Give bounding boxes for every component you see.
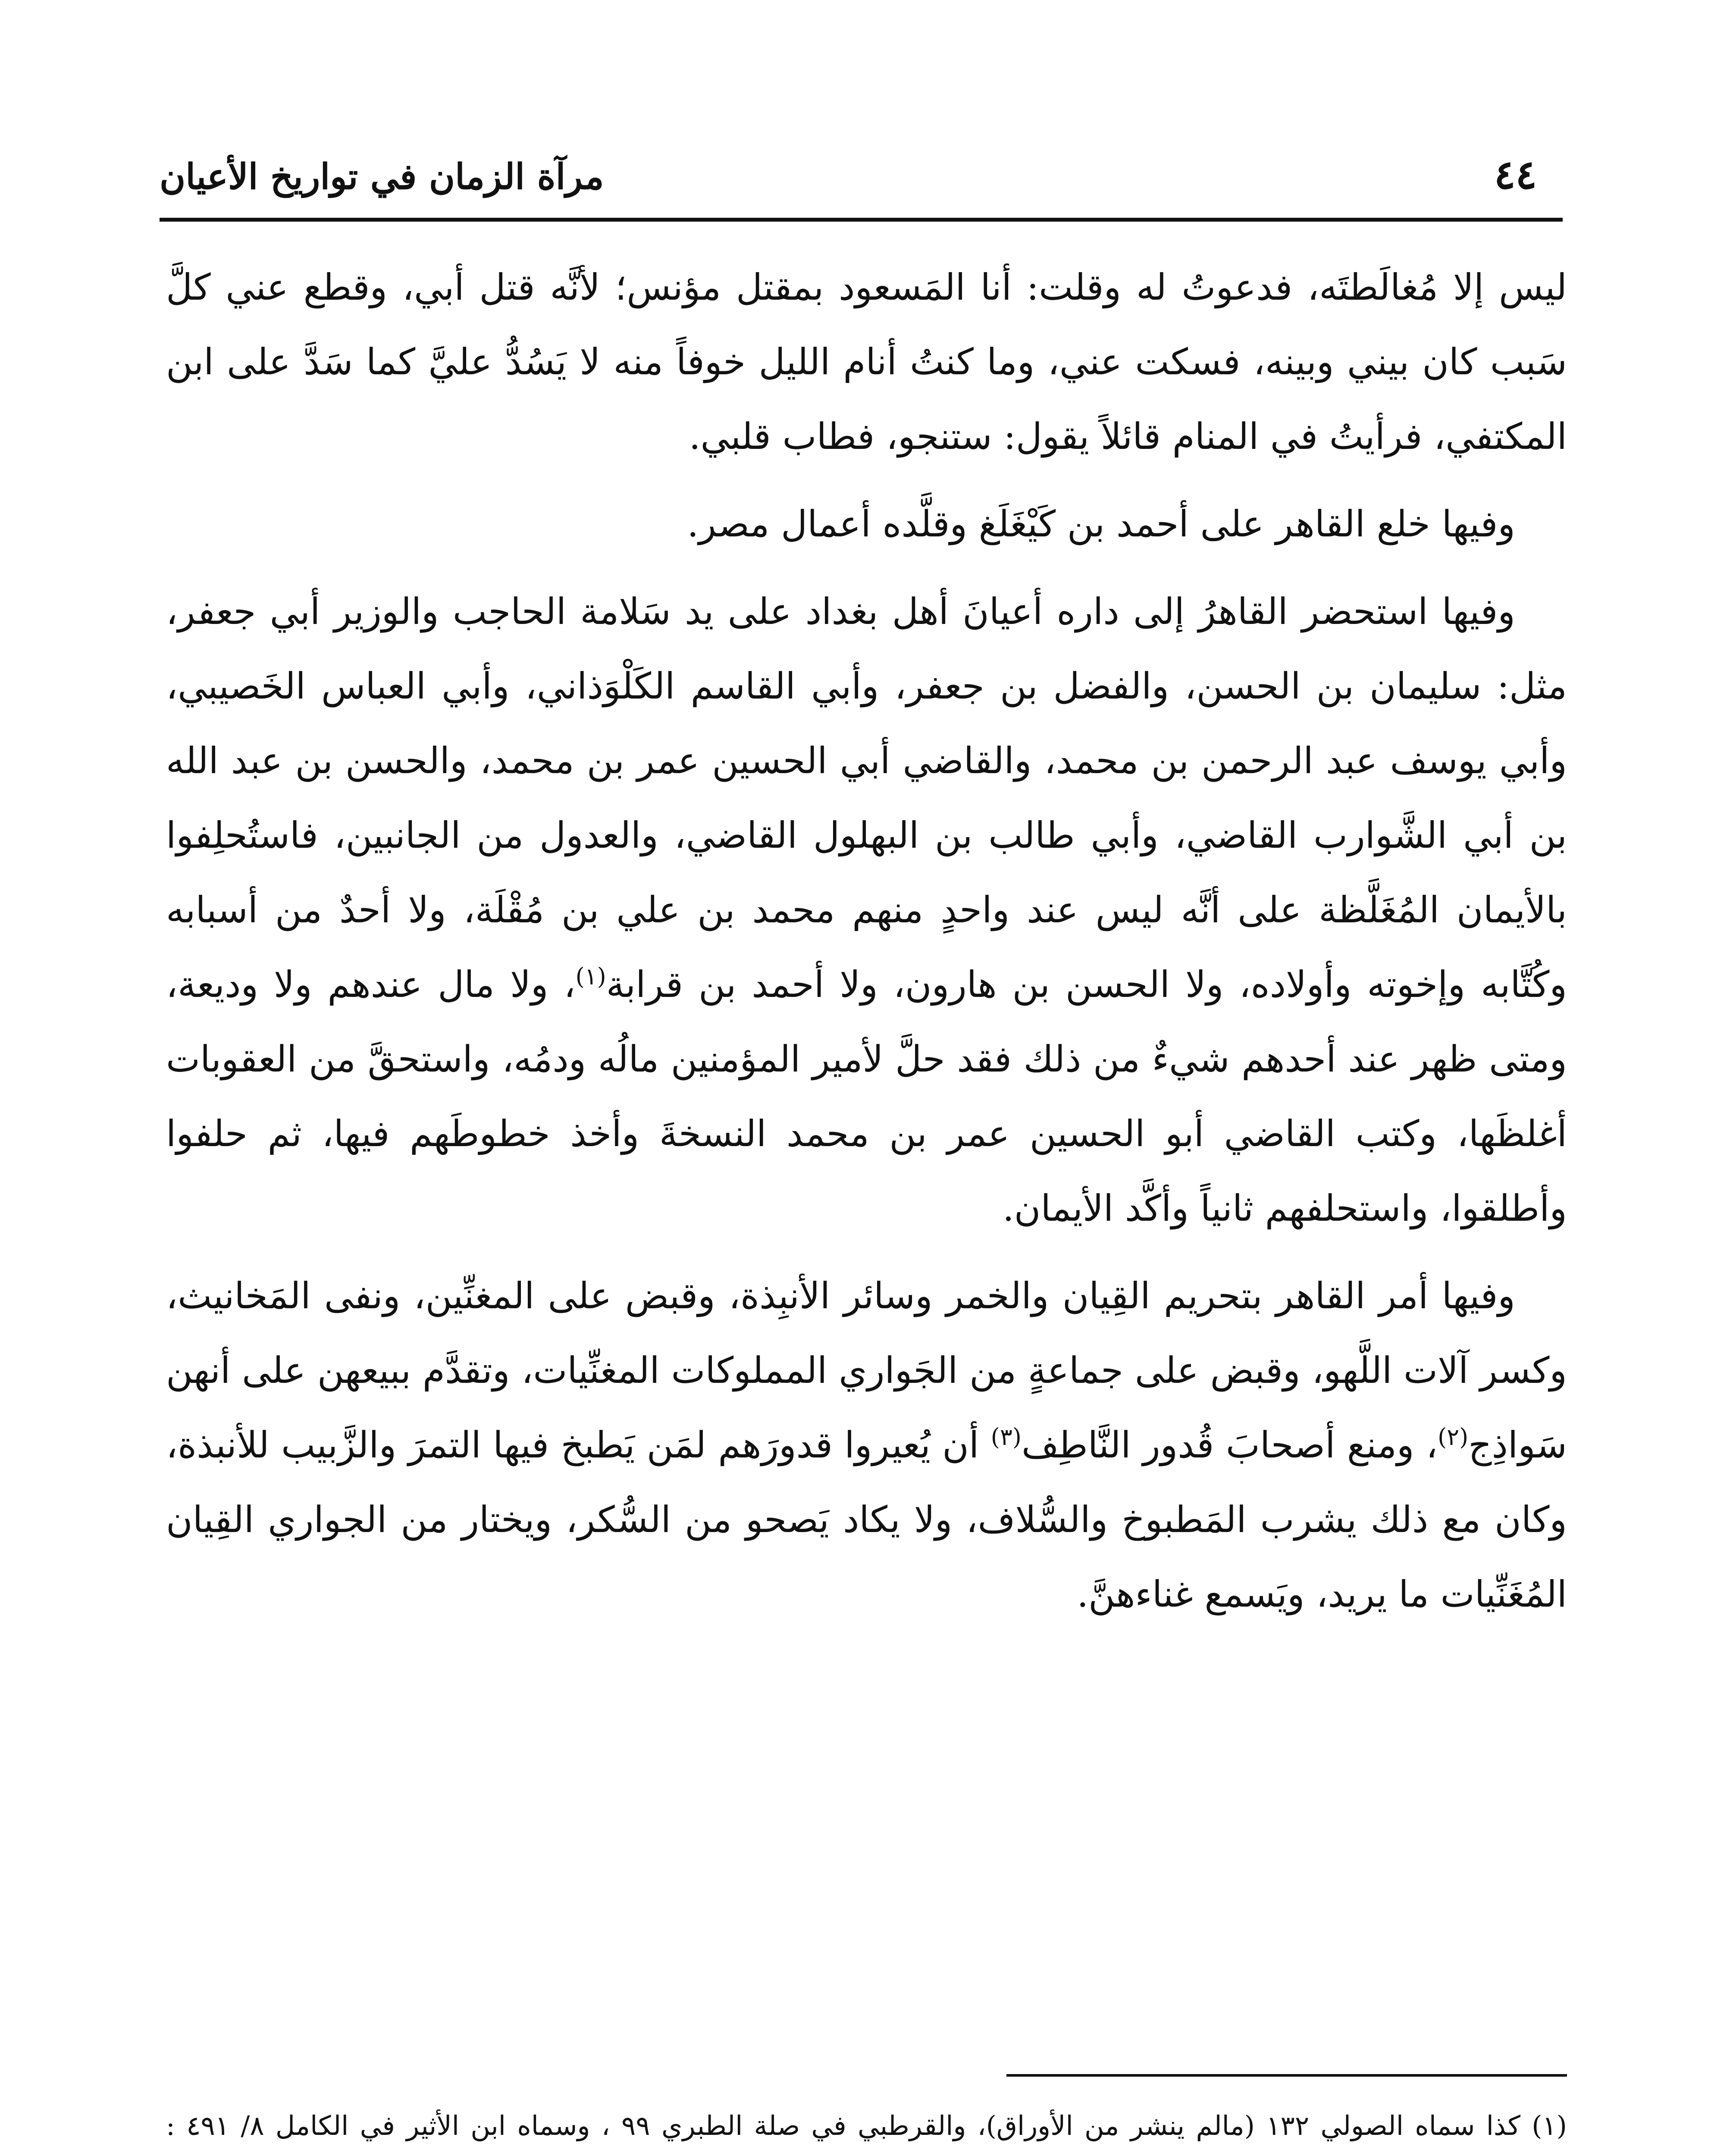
paragraph-1: ليس إلا مُغالَطتَه، فدعوتُ له وقلت: أنا المَسعود بمقتل مؤنس؛ لأنَّه قتل أبي، وقطع عني كلَّ سَبب كان بيني وبينه، فسكت عني، وما كنتُ أنام الليل خوفاً منه لا يَسُدُّ عليَّ كما سَدَّ على ابن المكتفي، فرأيتُ في المنام قائلاً يقول: ستنجو، فطاب قلبي.	[166, 266, 1567, 458]
running-title: مرآة الزمان في تواريخ الأعيان	[160, 156, 604, 197]
page-header	[160, 142, 1563, 207]
footnotes	[166, 2100, 1567, 2156]
footnote-1: (١) كذا سماه الصولي ١٣٢ (مالم ينشر من الأوراق)، والقرطبي في صلة الطبري ٩٩ ، وسماه ابن الأثير في الكامل ٨/ ٤٩١ :	[166, 2110, 1567, 2141]
page-number: ٤٤	[1494, 151, 1537, 198]
footnote-ref-2[interactable]: (٢)	[1438, 1423, 1469, 1451]
paragraph-2: وفيها خلع القاهر على أحمد بن كَيْغَلَغ وقلَّده أعمال مصر.	[687, 503, 1515, 545]
paragraph-3: وفيها استحضر القاهرُ إلى داره أعيانَ أهل بغداد على يد سَلامة الحاجب والوزير أبي جعفر، مثل: سليمان بن الحسن، والفضل بن جعفر، وأبي القاسم الكَلْوَذاني، وأبي العباس الخَصيبي، وأبي يوسف عبد الرحمن بن محمد، والقاضي أبي الحسين عمر بن محمد، والحسن بن عبد الله بن أبي الشَّوارب القاضي، وأبي طالب بن البهلول القاضي، والعدول من الجانبين، فاستُحلِفوا بالأيمان المُغَلَّظة على أنَّه ليس عند واحدٍ منهم محمد بن علي بن مُقْلَة، ولا أحدٌ من أسبابه وكُتَّابه وإخوته وأولاده، ولا الحسن بن هارون، ولا أحمد بن قرابة$^{(١)}$، ولا مال عندهم ولا وديعة، ومتى ظهر عند أحدهم شيءٌ من ذلك فقد حلَّ لأمير المؤمنين مالُه ودمُه، واستحقَّ من العقوبات أغلظَها، وكتب القاضي أبو الحسين عمر بن محمد النسخةَ وأخذ خطوطَهم فيها، ثم حلفوا وأطلقوا، واستحلفهم ثانياً وأكَّد الأيمان.	[166, 590, 1567, 1229]
main-text	[166, 250, 1567, 1645]
header-divider	[160, 218, 1563, 222]
footnote-ref-3[interactable]: (٣)	[990, 1423, 1022, 1451]
footnote-ref-1[interactable]: (١)	[575, 963, 606, 990]
paragraph-4: وفيها أمر القاهر بتحريم القِيان والخمر وسائر الأنبِذة، وقبض على المغنِّين، ونفى المَخانيث، وكسر آلات اللَّهو، وقبض على جماعةٍ من الجَواري المملوكات المغنِّيات، وتقدَّم ببيعهن على أنهن سَواذِج$^{(٢)}$، ومنع أصحابَ قُدور النَّاطِف$^{(٣)}$ أن يُعيروا قدورَهم لمَن يَطبخ فيها التمرَ والزَّبيب للأنبذة، وكان مع ذلك يشرب المَطبوخ والسُّلاف، ولا يكاد يَصحو من السُّكر، ويختار من الجواري القِيان المُغَنِّيات ما يريد، ويَسمع غناءهنَّ.	[166, 1275, 1567, 1615]
footnote-divider	[1006, 2074, 1567, 2077]
